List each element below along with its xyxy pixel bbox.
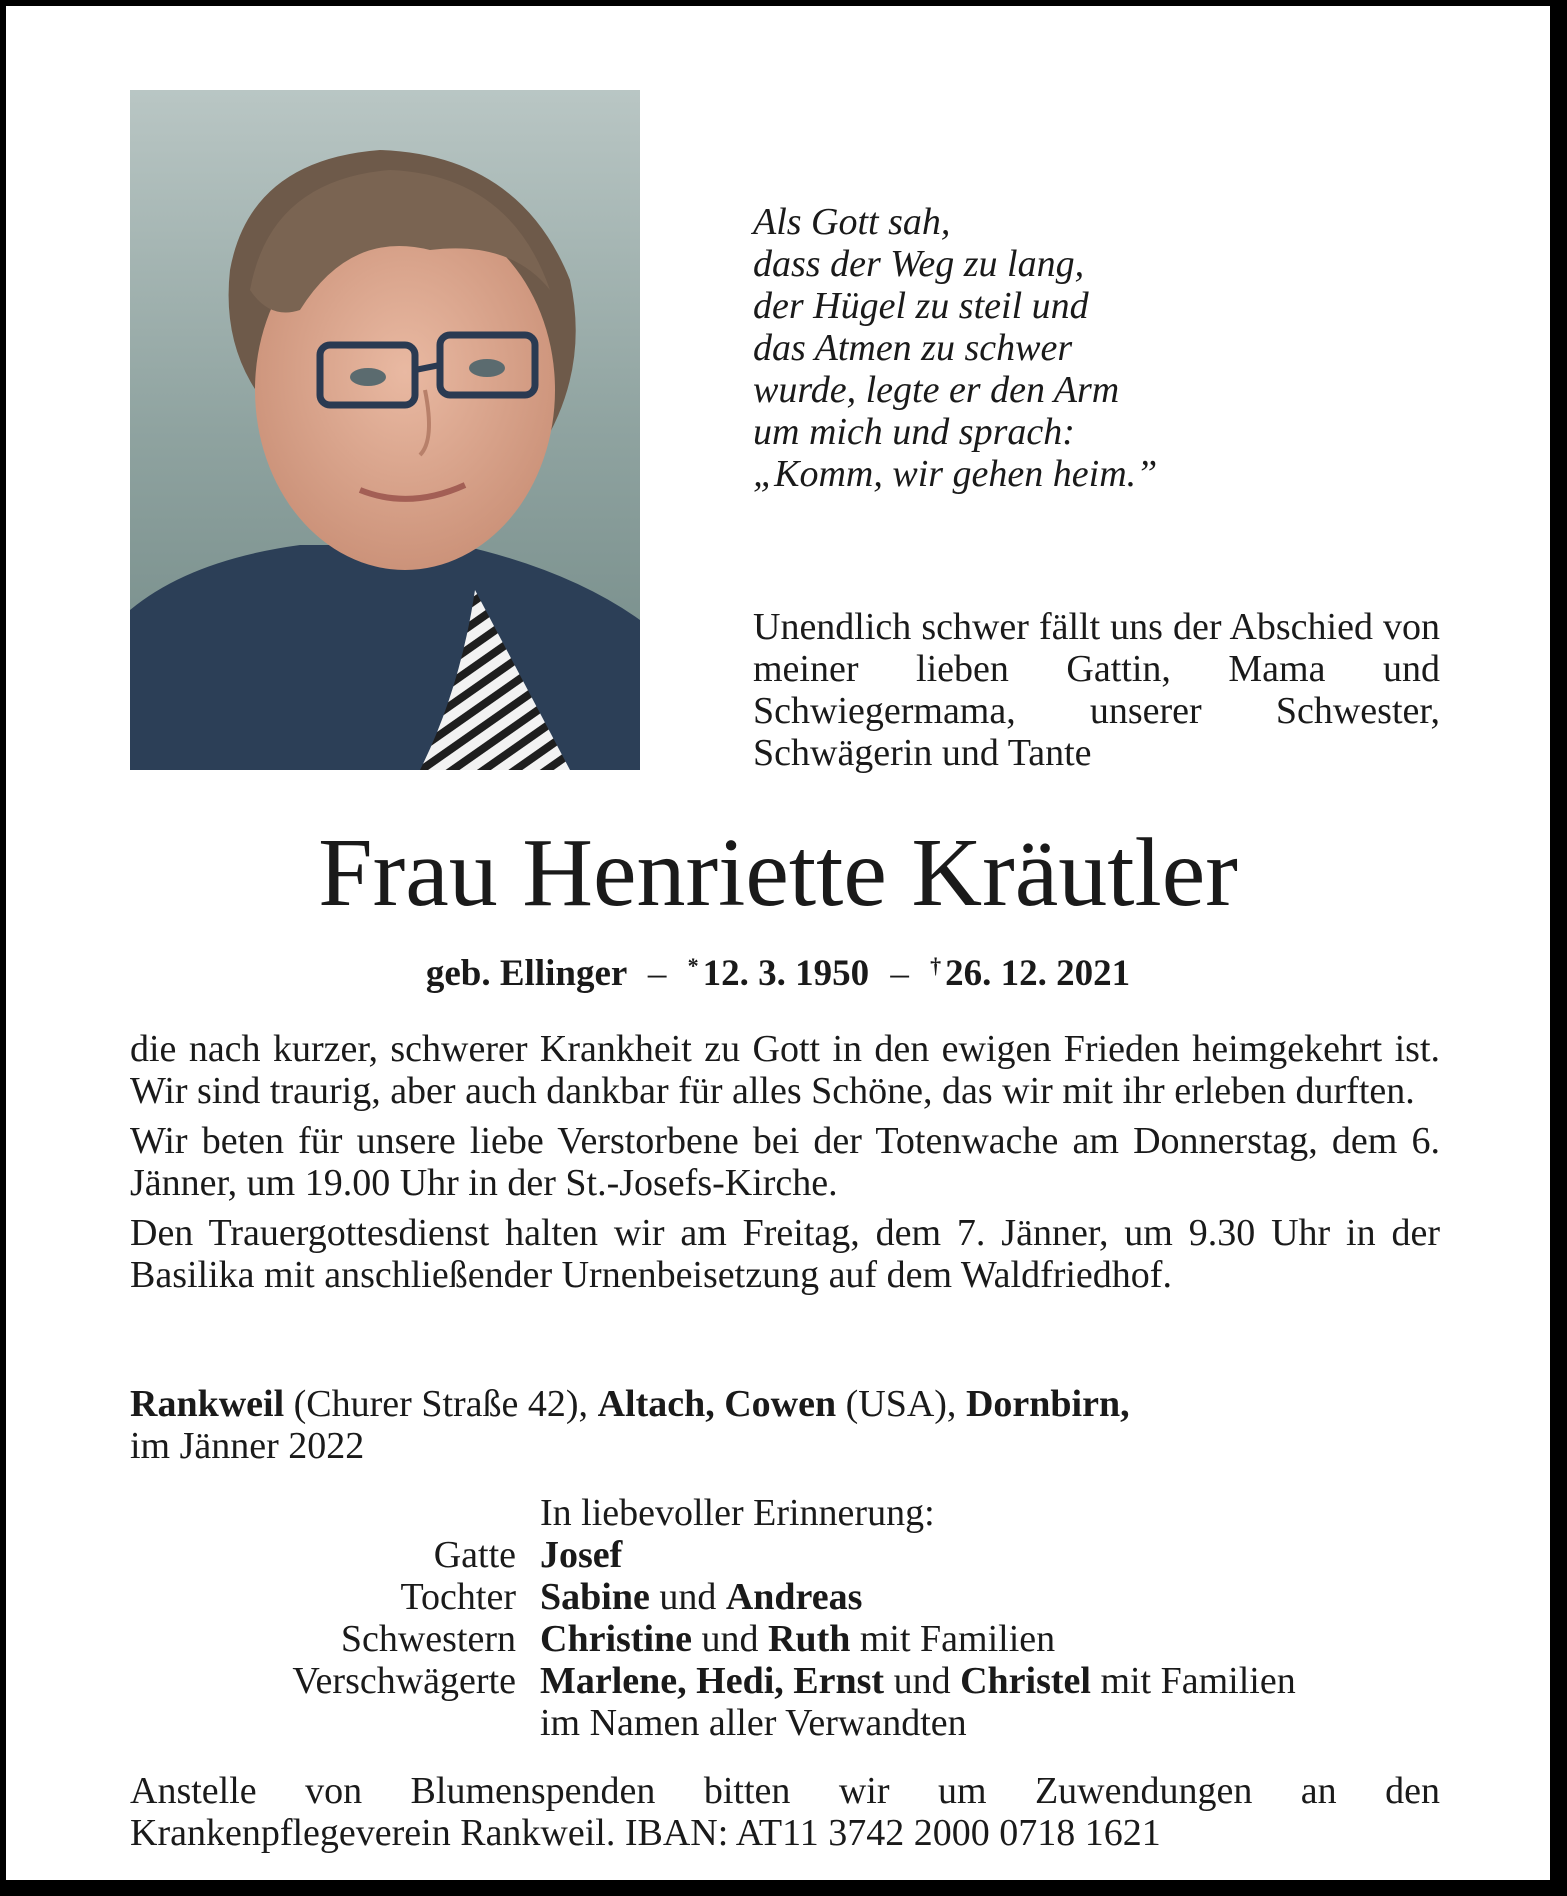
- separator: –: [647, 953, 667, 994]
- family-name: Ruth: [768, 1618, 851, 1660]
- family-closing-row: [130, 1702, 1460, 1744]
- portrait-photo: [130, 90, 640, 770]
- body-paragraph: die nach kurzer, schwerer Krankheit zu Gott in den ewigen Frieden heimgekehrt ist. Wir sind traurig, aber auch dankbar für alles Schöne, das wir mit ihr erleben durften.: [130, 1028, 1440, 1112]
- family-heading-row: [130, 1492, 1460, 1534]
- family-name: Josef: [540, 1534, 623, 1576]
- life-dates: [6, 944, 1550, 996]
- poem-line: „Komm, wir gehen heim.”: [753, 453, 1158, 495]
- conjunction: und: [701, 1618, 759, 1660]
- family-row: [130, 1576, 1460, 1618]
- family-role: Gatte: [433, 1534, 516, 1576]
- family-list: [130, 1492, 1460, 1744]
- family-name: Andreas: [725, 1576, 863, 1618]
- obituary-body: [130, 1028, 1440, 1304]
- separator: –: [890, 953, 909, 994]
- birth-date: 12. 3. 1950: [702, 953, 870, 994]
- country-usa: (USA),: [845, 1383, 957, 1425]
- intro-text: Unendlich schwer fällt uns der Abschied von meiner lieben Gattin, Mama und Schwiegermama, unserer Schwester, Schwägerin und Tante: [753, 606, 1440, 774]
- family-row: [130, 1618, 1460, 1660]
- family-role: Schwestern: [340, 1618, 516, 1660]
- family-row: [130, 1660, 1460, 1702]
- deceased-name: Frau Henriette Kräutler: [318, 819, 1238, 927]
- notice-date: im Jänner 2022: [130, 1425, 365, 1467]
- poem-line: Als Gott sah,: [753, 201, 951, 243]
- poem-line: der Hügel zu steil und: [753, 285, 1089, 327]
- body-paragraph: Wir beten für unsere liebe Verstorbene bei der Totenwache am Donnerstag, dem 6. Jänner, um 19.00 Uhr in der St.-Josefs-Kirche.: [130, 1120, 1440, 1204]
- poem: [753, 201, 1313, 495]
- poem-line: dass der Weg zu lang,: [753, 243, 1085, 285]
- poem-line: das Atmen zu schwer: [753, 327, 1073, 369]
- family-role: Tochter: [400, 1576, 516, 1618]
- death-date: 26. 12. 2021: [945, 953, 1131, 994]
- family-heading: In liebevoller Erinnerung:: [540, 1492, 935, 1534]
- conjunction: und: [659, 1576, 717, 1618]
- place-altach-cowen: Altach, Cowen: [597, 1383, 837, 1425]
- body-paragraph: Den Trauergottesdienst halten wir am Freitag, dem 7. Jänner, um 9.30 Uhr in der Basilika mit anschließender Urnenbeisetzung auf dem Waldfriedhof.: [130, 1212, 1440, 1296]
- with-families: mit Familien: [859, 1618, 1056, 1660]
- birth-star-icon: *: [687, 953, 699, 978]
- portrait-image-icon: [130, 90, 640, 770]
- place-rankweil: Rankweil: [130, 1383, 285, 1425]
- obituary-page: [6, 6, 1550, 1880]
- poem-line: um mich und sprach:: [753, 411, 1075, 453]
- places-line: [130, 1383, 1440, 1467]
- donation-note: Anstelle von Blumenspenden bitten wir um Zuwendungen an den Krankenpflegeverein Rankweil. IBAN: AT11 3742 2000 0718 1621: [130, 1770, 1440, 1854]
- family-name: Christine: [540, 1618, 692, 1660]
- conjunction: und: [893, 1660, 951, 1702]
- maiden-name: geb. Ellinger: [425, 953, 627, 994]
- place-dornbirn: Dornbirn,: [965, 1383, 1130, 1425]
- family-name: Marlene, Hedi, Ernst: [540, 1660, 885, 1702]
- family-name: Sabine: [540, 1576, 650, 1618]
- with-families: mit Familien: [1100, 1660, 1296, 1702]
- family-name: Christel: [960, 1660, 1091, 1702]
- death-cross-icon: †: [930, 953, 942, 978]
- rankweil-address: (Churer Straße 42),: [293, 1383, 589, 1425]
- poem-line: wurde, legte er den Arm: [753, 369, 1120, 411]
- family-closing: im Namen aller Verwandten: [540, 1702, 967, 1744]
- family-row: [130, 1534, 1460, 1576]
- family-role: Verschwägerte: [292, 1660, 516, 1702]
